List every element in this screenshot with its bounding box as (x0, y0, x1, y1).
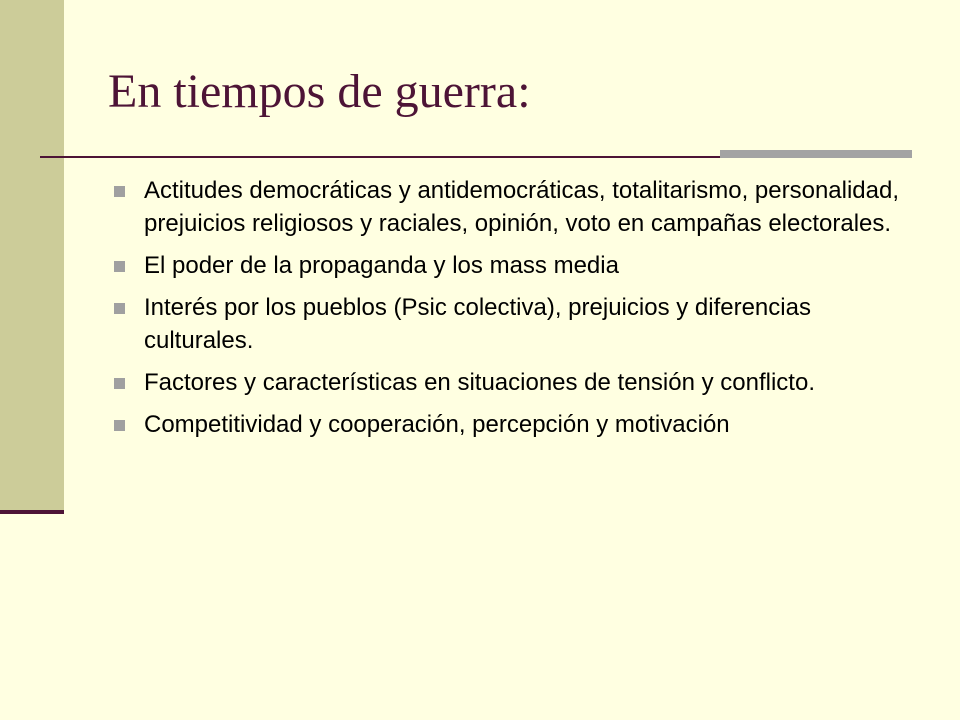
bullet-list (114, 174, 914, 450)
side-band-accent-line (0, 510, 64, 514)
bullet-text: Factores y características en situaciones de tensión y conflicto. (144, 369, 815, 396)
square-bullet-icon (114, 420, 125, 431)
title-underline-accent (720, 150, 912, 158)
bullet-item (114, 174, 914, 240)
bullet-item (114, 408, 914, 441)
square-bullet-icon (114, 303, 125, 314)
bullet-item (114, 249, 914, 282)
bullet-item (114, 291, 914, 357)
square-bullet-icon (114, 378, 125, 389)
bullet-item (114, 366, 914, 399)
bullet-text: El poder de la propaganda y los mass media (144, 252, 619, 279)
square-bullet-icon (114, 186, 125, 197)
bullet-text: Interés por los pueblos (Psic colectiva), prejuicios y diferencias culturales. (144, 294, 811, 354)
bullet-text: Actitudes democráticas y antidemocráticas, totalitarismo, personalidad, prejuicios religiosos y raciales, opinión, voto en campañas electorales. (144, 177, 900, 237)
side-decoration-band (0, 0, 64, 512)
slide-title: En tiempos de guerra: (108, 65, 531, 118)
square-bullet-icon (114, 261, 125, 272)
bullet-text: Competitividad y cooperación, percepción y motivación (144, 411, 730, 438)
